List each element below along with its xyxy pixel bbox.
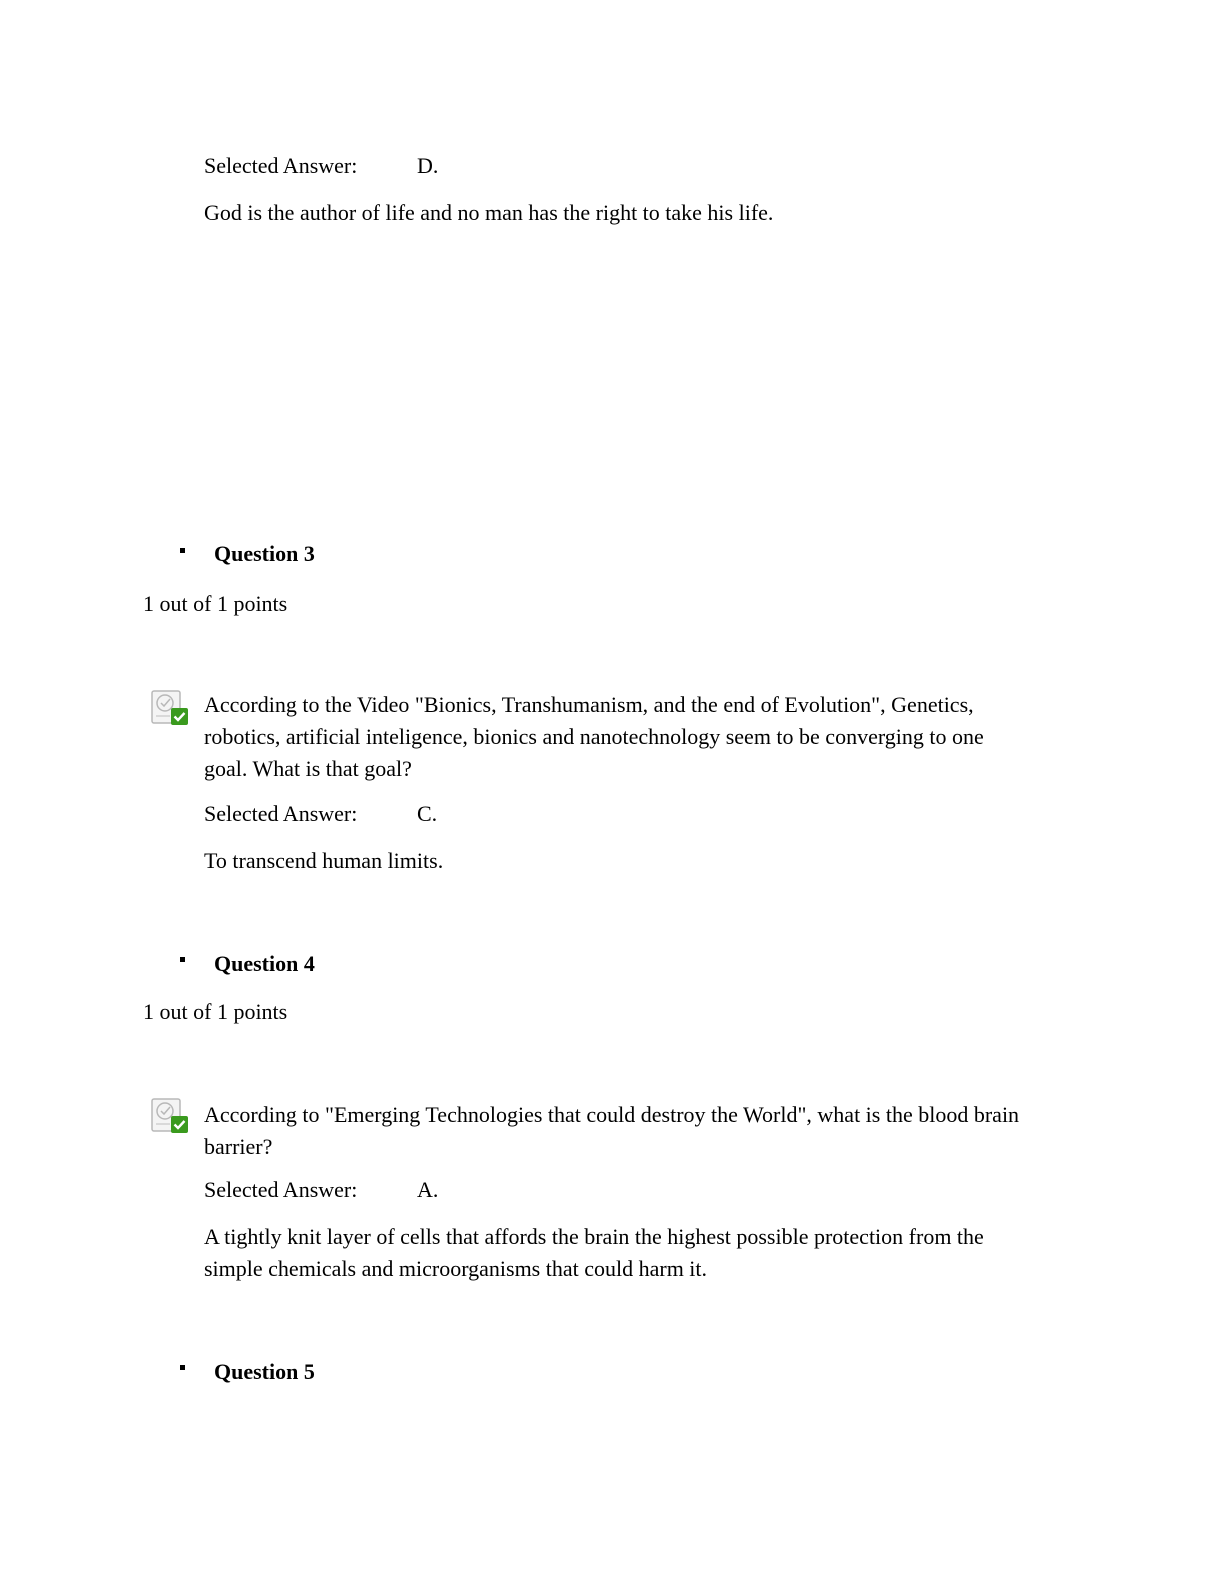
question-points: 1 out of 1 points bbox=[143, 999, 288, 1024]
question-bullet bbox=[180, 548, 185, 553]
question-bullet bbox=[180, 957, 185, 962]
selected-answer-text: God is the author of life and no man has the right to take his life. bbox=[204, 200, 774, 225]
question-points: 1 out of 1 points bbox=[143, 591, 288, 616]
question-title: Question 4 bbox=[214, 951, 315, 976]
selected-answer-label: Selected Answer: bbox=[204, 1177, 358, 1202]
question-title: Question 3 bbox=[214, 541, 315, 566]
selected-answer-letter: A. bbox=[417, 1177, 439, 1202]
question-prompt: According to "Emerging Technologies that could destroy the World", what is the blood brain barrier? bbox=[204, 1102, 1020, 1159]
selected-answer-label: Selected Answer: bbox=[204, 801, 358, 826]
selected-answer-text: To transcend human limits. bbox=[204, 848, 444, 873]
selected-answer-letter: D. bbox=[417, 153, 439, 178]
question-prompt: According to the Video "Bionics, Transhumanism, and the end of Evolution", Genetics, robotics, artificial inteligence, bionics and nanotechnology seem to be converging to one goal. What is that goal? bbox=[204, 692, 984, 781]
question-bullet bbox=[180, 1365, 185, 1370]
selected-answer-letter: C. bbox=[417, 801, 438, 826]
selected-answer-text: A tightly knit layer of cells that affords the brain the highest possible protection from the simple chemicals and microorganisms that could harm it. bbox=[204, 1224, 984, 1281]
correct-check-icon bbox=[150, 688, 190, 728]
selected-answer-label: Selected Answer: bbox=[204, 153, 358, 178]
correct-check-icon bbox=[150, 1096, 190, 1136]
question-title: Question 5 bbox=[214, 1359, 315, 1384]
